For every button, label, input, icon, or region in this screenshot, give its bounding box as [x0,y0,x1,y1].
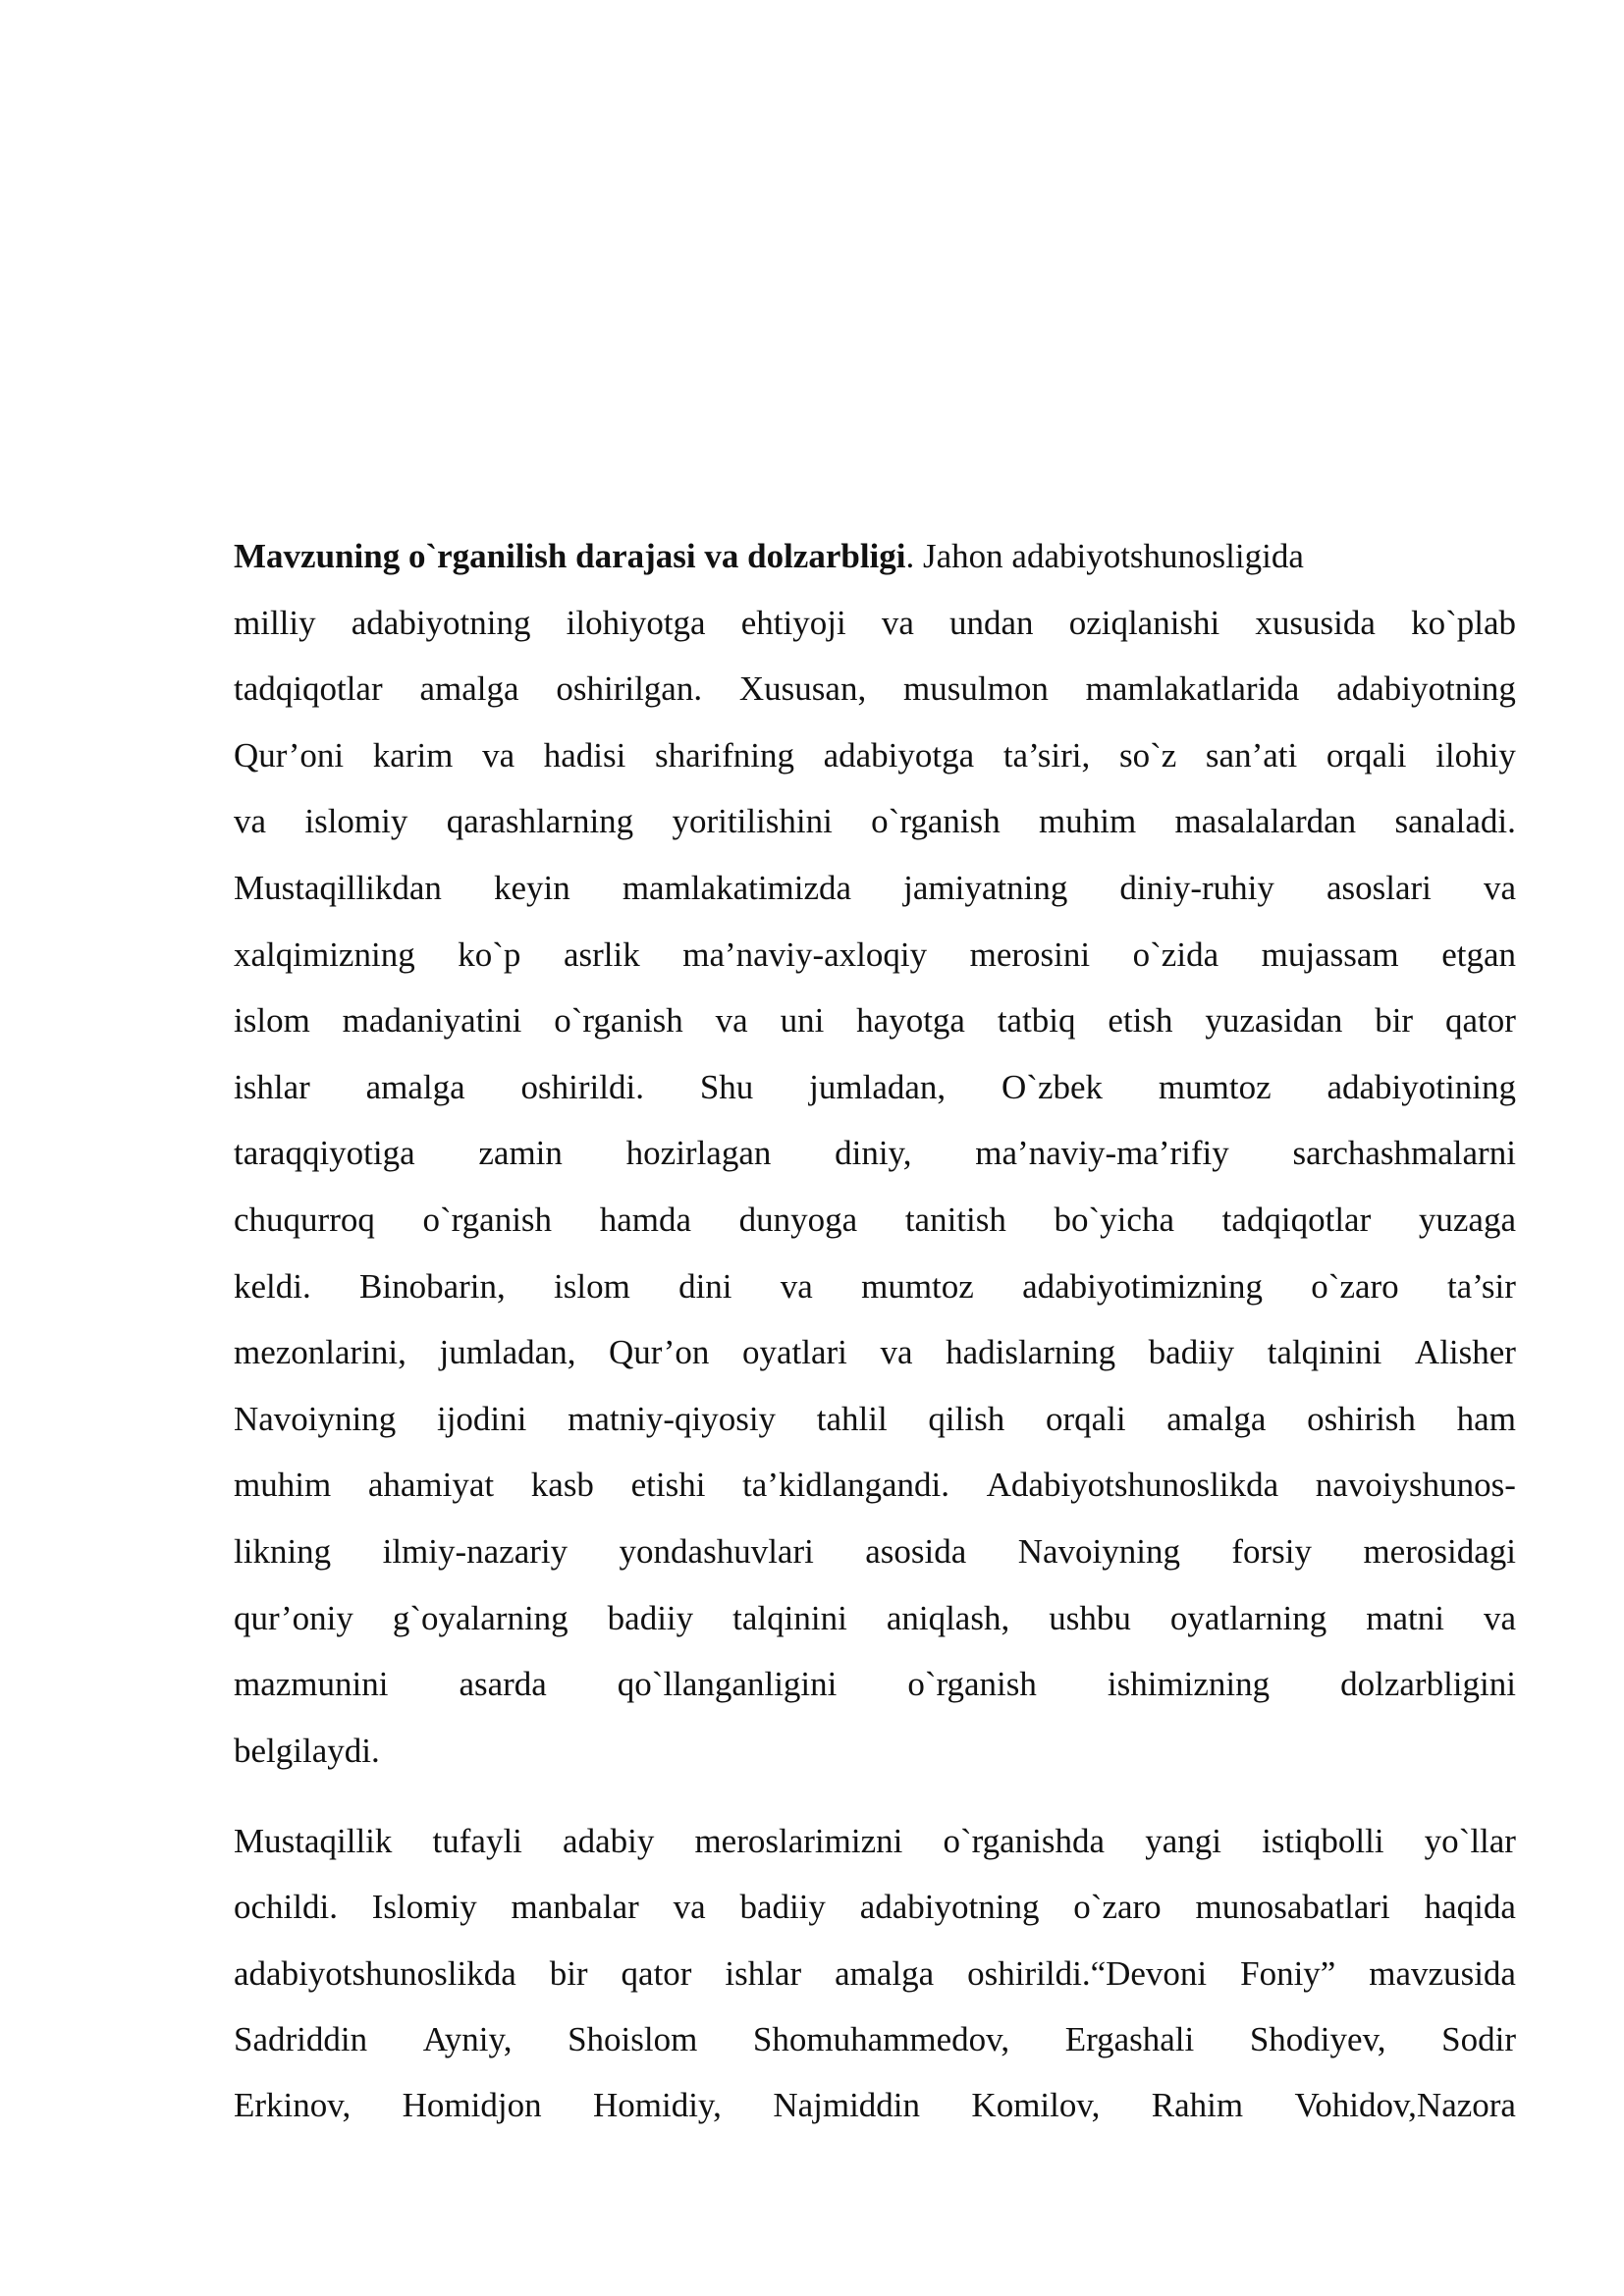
word: talqinini [732,1598,847,1637]
word: amalga [835,1953,935,1993]
word: adabiyotning [351,603,531,642]
word: undan [949,603,1034,642]
word: ma’naviy-ma’rifiy [975,1134,1229,1173]
word: islomiy [304,802,408,841]
paragraph-line [234,1874,1516,1940]
section-heading: Mavzuning o`rganilish darajasi va dolzarbligi [234,537,906,575]
word: badiiy [1148,1333,1235,1372]
paragraph-line [234,1808,1516,1874]
word: o`rganish [907,1665,1037,1704]
word: etish [1108,1001,1173,1041]
word: qo`llanganligini [617,1665,838,1704]
word: jumladan, [439,1333,576,1372]
word: Binobarin, [359,1266,506,1306]
word: qarashlarning [446,802,634,841]
paragraph-line [234,1585,1516,1652]
word: o`rganish [871,802,1001,841]
word: o`rganishda [943,1822,1106,1861]
word: istiqbolli [1262,1822,1384,1861]
word: karim [372,735,454,774]
word: aniqlash, [886,1598,1010,1637]
word: bo`yicha [1054,1200,1174,1239]
word: Shodiyev, [1249,2019,1386,2058]
word: adabiy [563,1822,655,1861]
word: yoritilishini [672,802,833,841]
word: Homidiy, [592,2086,722,2125]
word: adabiyotshunoslikda [234,1953,516,1993]
word: bir [1375,1001,1414,1041]
word: amalga [419,669,519,709]
word: ishlar [725,1953,802,1993]
paragraph-line [234,1941,1516,2006]
word: keyin [494,868,570,907]
word: san’ati [1205,735,1298,774]
paragraph-line [234,1054,1516,1121]
word: hamda [599,1200,691,1239]
word: badiiy [607,1598,694,1637]
word: Islomiy [371,1888,477,1927]
word: muhim [1039,802,1137,841]
word: Vohidov,Nazora [1294,2086,1516,2125]
word: amalga [1166,1399,1267,1438]
word: islom [234,1001,310,1041]
word: Xususan, [738,669,867,709]
word: sarchashmalarni [1292,1134,1516,1173]
word: islom [554,1266,630,1306]
word: ilohiyotga [566,603,706,642]
paragraph-line [234,1120,1516,1187]
word: keldi. [234,1266,311,1306]
word: so`z [1118,735,1177,774]
word: tufayli [432,1822,522,1861]
word: oshirildi.“Devoni [967,1953,1208,1993]
word: yo`llar [1424,1822,1516,1861]
paragraph-line [234,1187,1516,1254]
paragraph-line [234,590,1516,657]
word: ishimizning [1107,1665,1271,1704]
word: hadislarning [946,1333,1116,1372]
word: ko`plab [1411,603,1516,642]
word: va [1483,1598,1516,1637]
word: asosida [865,1531,967,1571]
word: Najmiddin [773,2086,921,2125]
word: sharifning [655,735,794,774]
word: va [673,1888,706,1927]
word: qator [621,1953,692,1993]
word: orqali [1045,1399,1126,1438]
word: Shoislom [568,2019,698,2058]
paragraph-line [234,1718,1516,1785]
word: o`zida [1132,934,1219,974]
word: sanaladi. [1394,802,1516,841]
word: munosabatlari [1195,1888,1390,1927]
word: navoiyshunos- [1315,1466,1516,1505]
word: xususida [1255,603,1376,642]
word: ta’sir [1446,1266,1516,1306]
word: va [880,1333,913,1372]
word: merosidagi [1363,1531,1516,1571]
word: bir [549,1953,588,1993]
paragraph-1 [234,523,1516,1784]
word: ham [1456,1399,1516,1438]
word: O`zbek [1001,1067,1104,1106]
word: Shomuhammedov, [752,2019,1010,2058]
word: o`rganish [422,1200,553,1239]
word: Ayniy, [422,2019,513,2058]
word: Sadriddin [234,2019,368,2058]
word: yuzaga [1418,1200,1516,1239]
word: mamlakatlarida [1085,669,1300,709]
word: belgilaydi. [234,1731,380,1770]
paragraph-line [234,988,1516,1054]
word: milliy [234,603,316,642]
word: chuqurroq [234,1200,375,1239]
paragraph-line [234,922,1516,988]
word: ijodini [436,1399,527,1438]
word: taraqqiyotiga [234,1134,415,1173]
word: tatbiq [997,1001,1076,1041]
word: kasb [530,1466,594,1505]
word: ehtiyoji [740,603,846,642]
paragraph-line [234,1519,1516,1585]
word: ushbu [1049,1598,1131,1637]
word: o`zaro [1073,1888,1162,1927]
word: xalqimizning [234,934,415,974]
word: Ergashali [1064,2019,1195,2058]
word: oyatlarning [1169,1598,1327,1637]
word: Sodir [1441,2019,1516,2058]
document-body [234,523,1516,2138]
word: ta’siri, [1002,735,1091,774]
word: mazmunini [234,1665,389,1704]
paragraph-line [234,2072,1516,2138]
word: qilish [928,1399,1005,1438]
paragraph-line [234,788,1516,855]
word: mamlakatimizda [622,868,852,907]
word: Erkinov, [234,2086,352,2125]
word: ta’kidlangandi. [742,1466,949,1505]
word: adabiyotga [823,735,975,774]
word: mumtoz [1158,1067,1272,1106]
word: adabiyotining [1326,1067,1516,1106]
word: adabiyotning [859,1888,1040,1927]
word: hadisi [543,735,626,774]
word: tanitish [904,1200,1006,1239]
word: asrlik [563,934,640,974]
paragraph-2 [234,1808,1516,2138]
paragraph-line [234,1319,1516,1386]
word: matniy-qiyosiy [568,1399,777,1438]
word: meroslarimizni [694,1822,903,1861]
word: yuzasidan [1205,1001,1343,1041]
word: masalalardan [1174,802,1357,841]
word: matni [1366,1598,1444,1637]
paragraph-line [234,855,1516,922]
word: oshirish [1307,1399,1416,1438]
word: tahlil [816,1399,888,1438]
word: mujassam [1261,934,1399,974]
word: mezonlarini, [234,1333,406,1372]
word: qur’oniy [234,1598,353,1637]
word: tadqiqotlar [234,669,383,709]
paragraph-line [234,722,1516,789]
word: mavzusida [1369,1953,1516,1993]
word: etgan [1441,934,1516,974]
word: o`rganish [554,1001,683,1041]
word: forsiy [1231,1531,1313,1571]
word: madaniyatini [342,1001,522,1041]
word: g`oyalarning [392,1598,568,1637]
word: dunyoga [738,1200,858,1239]
word: oshirilgan. [556,669,703,709]
word: va [881,603,914,642]
word: badiiy [739,1888,826,1927]
word: Homidjon [402,2086,542,2125]
word: ilmiy-nazariy [382,1531,568,1571]
word: tadqiqotlar [1221,1200,1372,1239]
paragraph-line [234,523,1516,590]
word: ishlar [234,1067,310,1106]
word: zamin [478,1134,563,1173]
word: Navoiyning [1017,1531,1180,1571]
word: oshirildi. [520,1067,644,1106]
word: oziqlanishi [1068,603,1220,642]
paragraph-line [234,1254,1516,1320]
word: musulmon [903,669,1049,709]
word: ahamiyat [367,1466,495,1505]
word: Alisher [1414,1333,1516,1372]
word: hayotga [856,1001,965,1041]
word: yondashuvlari [619,1531,814,1571]
word: manbalar [511,1888,639,1927]
word: ochildi. [234,1888,338,1927]
word: likning [234,1531,332,1571]
word: diniy, [835,1134,912,1173]
paragraph-line [234,1386,1516,1453]
word: jamiyatning [903,868,1068,907]
paragraph-line [234,2006,1516,2072]
word: oyatlari [741,1333,847,1372]
word: Mustaqillikdan [234,868,442,907]
word: diniy-ruhiy [1119,868,1274,907]
word: talqinini [1267,1333,1382,1372]
word: Qur’oni [234,735,345,774]
word: va [780,1266,813,1306]
word: Komilov, [971,2086,1101,2125]
word: ilohiy [1435,735,1516,774]
word: amalga [365,1067,465,1106]
word: Shu [699,1067,754,1106]
word: mumtoz [861,1266,974,1306]
paragraph-line [234,656,1516,722]
paragraph-line [234,1452,1516,1519]
word: etishi [630,1466,706,1505]
word: ko`p [458,934,521,974]
word: jumladan, [809,1067,947,1106]
word: Foniy” [1240,1953,1336,1993]
word: o`zaro [1311,1266,1399,1306]
word: adabiyotning [1336,669,1516,709]
word: yangi [1145,1822,1221,1861]
word: va [1483,868,1516,907]
word: Qur’on [609,1333,710,1372]
word: merosini [969,934,1091,974]
word: Rahim [1151,2086,1244,2125]
line-text: . Jahon adabiyotshunosligida [905,537,1304,575]
word: Mustaqillik [234,1822,393,1861]
word: qator [1444,1001,1516,1041]
word: asarda [459,1665,547,1704]
word: hozirlagan [625,1134,772,1173]
word: asoslari [1326,868,1432,907]
word: adabiyotimizning [1022,1266,1264,1306]
word: va [715,1001,748,1041]
paragraph-line [234,1651,1516,1718]
word: uni [780,1001,825,1041]
word: orqali [1326,735,1407,774]
word: Navoiyning [234,1399,397,1438]
word: ma’naviy-axloqiy [682,934,928,974]
word: va [234,802,267,841]
word: Adabiyotshunoslikda [986,1466,1279,1505]
word: dini [678,1266,732,1306]
word: haqida [1424,1888,1516,1927]
word: muhim [234,1466,332,1505]
heading-run [234,523,1304,590]
word: va [482,735,515,774]
word: dolzarbligini [1340,1665,1516,1704]
